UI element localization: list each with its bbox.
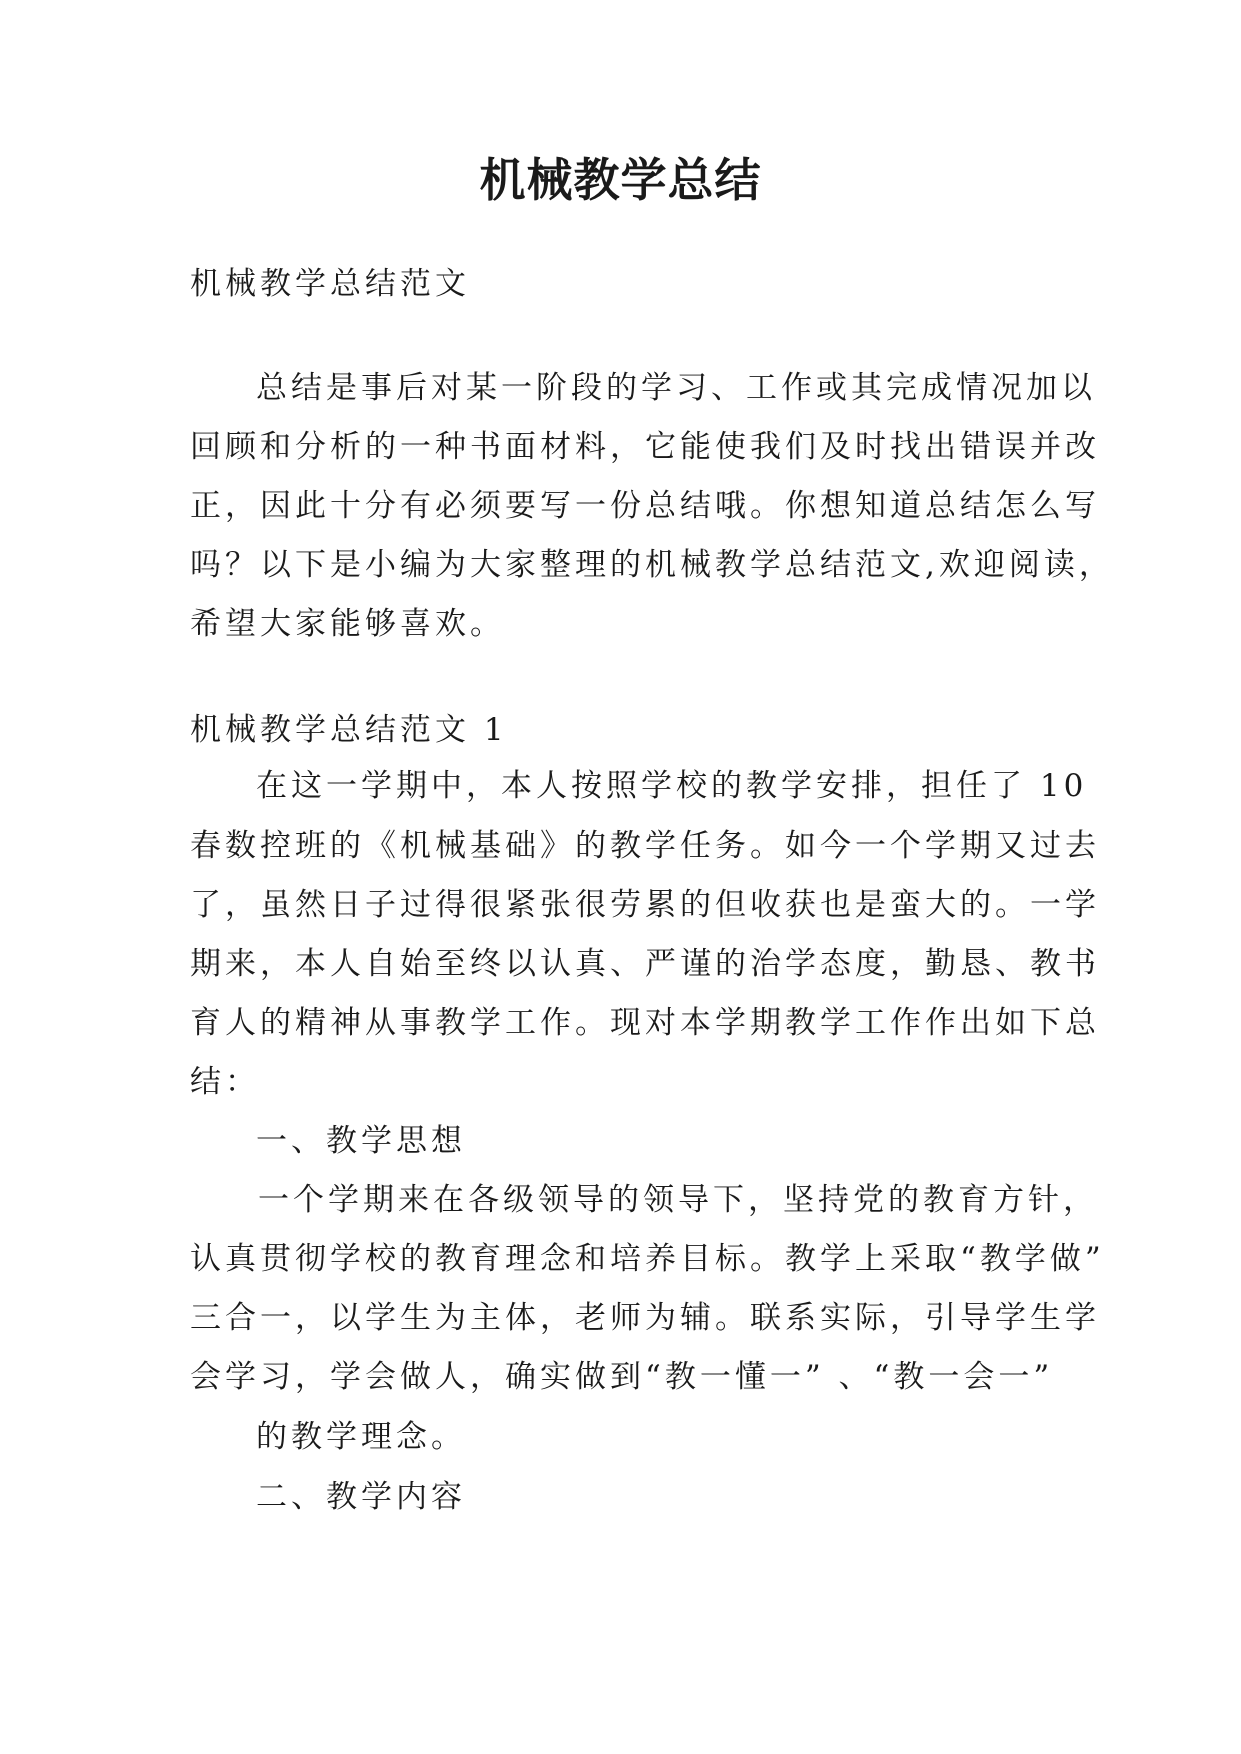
section1-line-3: 了，虽然日子过得很紧张很劳累的但收获也是蛮大的。一学: [190, 887, 1100, 923]
teaching-thought-line-4: 会学习，学会做人，确实做到“教一懂一” 、“教一会一”: [190, 1359, 1054, 1395]
teaching-thought-line-3: 三合一，以学生为主体，老师为辅。联系实际，引导学生学: [190, 1300, 1100, 1336]
heading-teaching-content: 二、教学内容: [256, 1479, 466, 1515]
document-subtitle: 机械教学总结范文: [190, 266, 470, 302]
section1-heading: 机械教学总结范文 1: [190, 712, 508, 748]
teaching-thought-line-2: 认真贯彻学校的教育理念和培养目标。教学上采取“教学做”: [190, 1241, 1105, 1277]
teaching-thought-line-5: 的教学理念。: [256, 1419, 466, 1455]
intro-line-5: 希望大家能够喜欢。: [190, 606, 505, 642]
section1-line-5: 育人的精神从事教学工作。现对本学期教学工作作出如下总: [190, 1005, 1100, 1041]
section1-line-2: 春数控班的《机械基础》的教学任务。如今一个学期又过去: [190, 828, 1100, 864]
intro-line-3: 正，因此十分有必须要写一份总结哦。你想知道总结怎么写: [190, 488, 1100, 524]
intro-line-1: 总结是事后对某一阶段的学习、工作或其完成情况加以: [256, 370, 1096, 406]
heading-teaching-thought: 一、教学思想: [256, 1123, 466, 1159]
intro-line-2: 回顾和分析的一种书面材料，它能使我们及时找出错误并改: [190, 429, 1100, 465]
section1-line-1: 在这一学期中，本人按照学校的教学安排，担任了 10: [256, 768, 1088, 804]
document-title: 机械教学总结: [479, 153, 762, 207]
section1-line-4: 期来，本人自始至终以认真、严谨的治学态度，勤恳、教书: [190, 946, 1100, 982]
teaching-thought-line-1: 一个学期来在各级领导的领导下，坚持党的教育方针，: [258, 1182, 1098, 1218]
section1-line-6: 结：: [190, 1064, 260, 1100]
intro-line-4: 吗？以下是小编为大家整理的机械教学总结范文,欢迎阅读，: [190, 547, 1114, 583]
